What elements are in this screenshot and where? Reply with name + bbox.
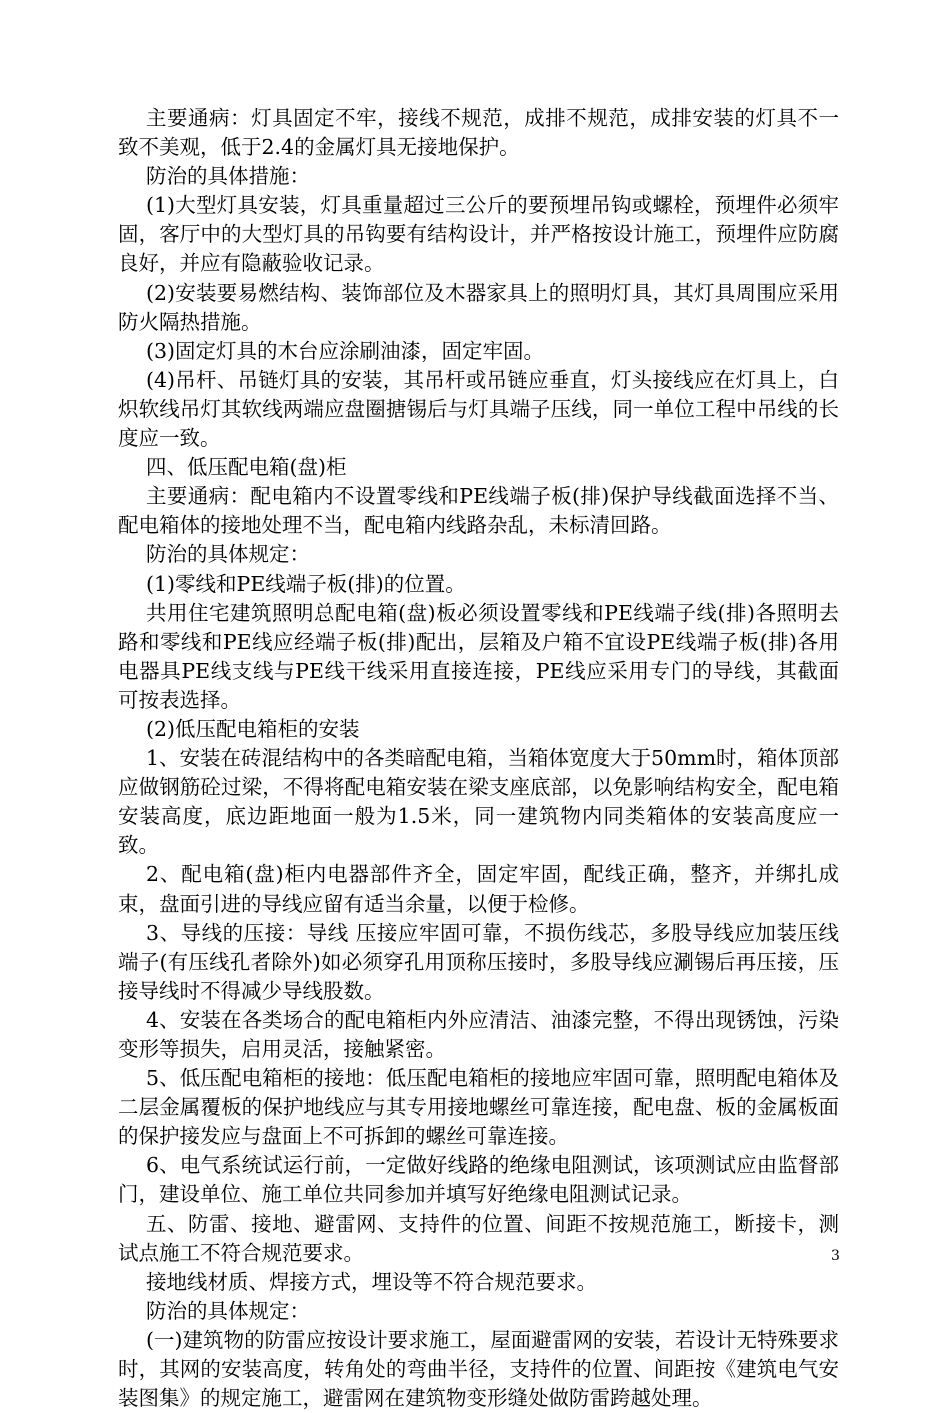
paragraph: (4)吊杆、吊链灯具的安装，其吊杆或吊链应垂直，灯头接线应在灯具上，白炽软线吊灯其软线两端应盘圈搪锡后与灯具端子压线，同一单位工程中吊线的长度应一致。 — [118, 367, 839, 451]
paragraph: (3)固定灯具的木台应涂刷油漆，固定牢固。 — [146, 338, 545, 363]
paragraph: (2)安装要易燃结构、装饰部位及木器家具上的照明灯具，其灯具周围应采用防火隔热措施。 — [118, 280, 839, 334]
section-heading: 四、低压配电箱(盘)柜 — [146, 455, 347, 480]
paragraph: (一)建筑物的防雷应按设计要求施工，屋面避雷网的安装，若设计无特殊要求时，其网的安装高度，转角处的弯曲半径，支持件的位置、间距按《建筑电气安装图集》的规定施工，避雷网在建筑物变形缝处做防雷跨越处理。 — [118, 1327, 839, 1411]
paragraph: 1、安装在砖混结构中的各类暗配电箱，当箱体宽度大于50mm时，箱体顶部应做钢筋砼过梁，不得将配电箱安装在梁支座底部，以免影响结构安全，配电箱安装高度，底边距地面一般为1.5米，同一建筑物内同类箱体的安装高度应一致。 — [118, 746, 840, 858]
paragraph: (1)大型灯具安装，灯具重量超过三公斤的要预埋吊钩或螺栓，预埋件必须牢固，客厅中的大型灯具的吊钩要有结构设计，并严格按设计施工，预埋件应防腐良好，并应有隐蔽验收记录。 — [118, 193, 839, 276]
section-heading: 五、防雷、接地、避雷网、支持件的位置、间距不按规范施工，断接卡，测试点施工不符合规范要求。 — [118, 1211, 839, 1265]
document-body — [118, 104, 839, 1413]
paragraph: 接地线材质、焊接方式，埋设等不符合规范要求。 — [146, 1269, 597, 1294]
paragraph: 主要通病：配电箱内不设置零线和PE线端子板(排)保护导线截面选择不当、配电箱体的接地处理不当，配电箱内线路杂乱，未标清回路。 — [118, 484, 839, 538]
paragraph: 防治的具体规定： — [146, 1298, 310, 1323]
page-number: 3 — [831, 1248, 840, 1264]
paragraph: 4、安装在各类场合的配电箱柜内外应清洁、油漆完整，不得出现锈蚀，污染变形等损失，启用灵活，接触紧密。 — [118, 1007, 839, 1061]
paragraph: 5、低压配电箱柜的接地：低压配电箱柜的接地应牢固可靠，照明配电箱体及二层金属覆板的保护地线应与其专用接地螺丝可靠连接，配电盘、板的金属板面的保护接发应与盘面上不可拆卸的螺丝可靠连接。 — [118, 1066, 839, 1149]
paragraph: 防治的具体措施： — [146, 164, 310, 189]
paragraph: 共用住宅建筑照明总配电箱(盘)板必须设置零线和PE线端子线(排)各照明去路和零线和PE线应经端子板(排)配出，层箱及户箱不宜设PE线端子板(排)各用电器具PE线支线与PE线干线采用直接连接，PE线应采用专门的导线，其截面可按表选择。 — [118, 600, 839, 712]
paragraph: 6、电气系统试运行前，一定做好线路的绝缘电阻测试，该项测试应由监督部门，建设单位、施工单位共同参加并填写好绝缘电阻测试记录。 — [118, 1153, 839, 1207]
paragraph: 2、配电箱(盘)柜内电器部件齐全，固定牢固，配线正确，整齐，并绑扎成束，盘面引进的导线应留有适当余量，以便于检修。 — [118, 862, 839, 916]
paragraph: 3、导线的压接：导线 压接应牢固可靠，不损伤线芯，多股导线应加装压线端子(有压线孔者除外)如必须穿孔用顶称压接时，多股导线应涮锡后再压接，压接导线时不得减少导线股数。 — [118, 920, 839, 1003]
paragraph: 主要通病：灯具固定不牢，接线不规范，成排不规范，成排安装的灯具不一致不美观，低于2.4的金属灯具无接地保护。 — [118, 106, 839, 160]
paragraph: (2)低压配电箱柜的安装 — [146, 716, 360, 741]
paragraph: (1)零线和PE线端子板(排)的位置。 — [146, 571, 466, 596]
paragraph: 防治的具体规定： — [146, 542, 310, 567]
